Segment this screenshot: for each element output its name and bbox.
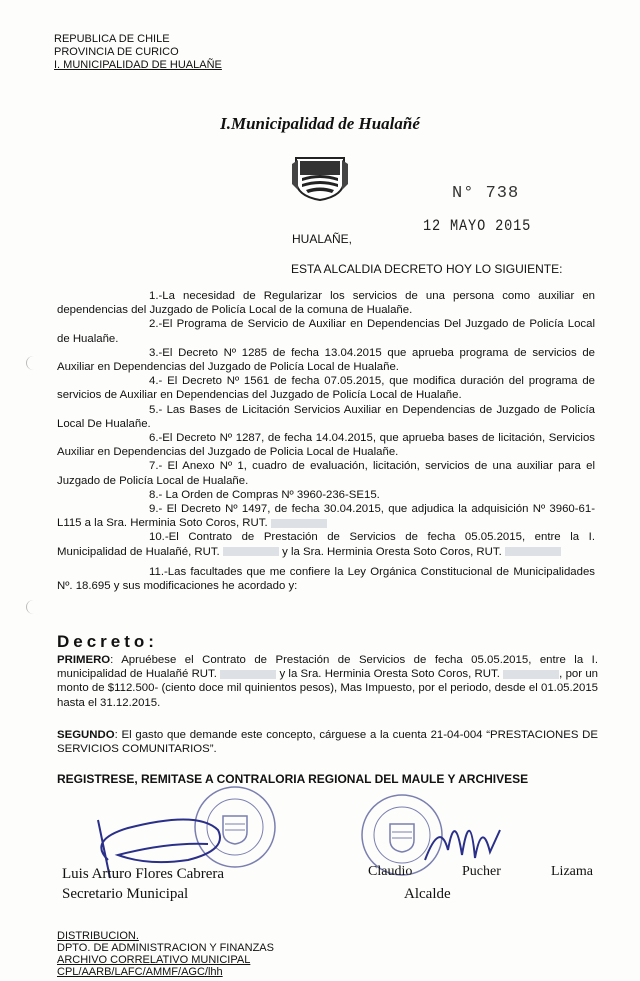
redacted-rut [505,547,561,556]
decreto-heading: Decreto: [57,632,158,651]
article-segundo [57,728,598,756]
redacted-rut [220,670,276,679]
considerando-item [57,530,595,558]
secretary-name: Luis Arturo Flores Cabrera [62,866,225,882]
considerando-text: y la Sra. Herminia Oresta Soto Coros, RUT. [282,545,502,558]
considerandos-list [57,289,595,593]
place-label: HUALAÑE, [292,232,353,246]
considerando-item: 2.-El Programa de Servicio de Auxiliar en Dependencias Del Juzgado de Policía Local de Hualañe. [57,318,595,345]
distribution-heading: DISTRIBUCION. [57,930,139,942]
decree-number-stamp: N° 738 [452,184,520,203]
redacted-rut [223,547,279,556]
considerando-item: 4.- El Decreto Nº 1561 de fecha 07.05.2015, que modifica duración del programa de servicios de Auxiliar en Dependencias del Juzgado de Policía Local de Hualañe. [57,375,595,402]
distribution-line: DPTO. DE ADMINISTRACION Y FINANZAS [57,942,274,954]
considerando-item: 11.-Las facultades que me confiere la Ley Orgánica Constitucional de Municipalidades Nº. 18.695 y sus modificaciones he acordado y: [57,565,595,593]
punch-hole-mark [26,600,41,614]
document-title: I.Municipalidad de Hualañé [220,114,420,133]
considerando-text: 10.-El Contrato de Prestación de Servicios de fecha 05.05.2015, entre la I. Municipalidad de Hualañé, RUT. [57,531,595,558]
distribution-block [57,930,274,978]
intro-line: ESTA ALCALDIA DECRETO HOY LO SIGUIENTE: [291,262,563,276]
redacted-rut [271,519,327,528]
secretary-role: Secretario Municipal [62,886,189,902]
considerando-item [57,502,595,530]
registrese-line: REGISTRESE, REMITASE A CONTRALORIA REGIONAL DEL MAULE Y ARCHIVESE [57,772,529,786]
distribution-initials: CPL/AARB/LAFC/AMMF/AGC/lhh [57,966,223,978]
segundo-text: : El gasto que demande este concepto, cárguese a la cuenta 21-04-004 “PRESTACIONES DE SERVICIOS COMUNITARIOS”. [57,729,598,756]
municipal-crest-icon [292,150,348,202]
distribution-line: ARCHIVO CORRELATIVO MUNICIPAL [57,954,251,966]
primero-text: , por un monto de $112.500- (ciento doce mil quinientos pesos), Mas Impuesto, por el periodo, desde el 01.05.2015 hasta el 31.12.2015. [57,668,599,709]
considerando-item: 3.-El Decreto Nº 1285 de fecha 13.04.2015 que aprueba programa de servicios de Auxiliar en Dependencias del Juzgado de Policía Local de Hualañe. [57,346,595,374]
considerando-item: 6.-El Decreto Nº 1287, de fecha 14.04.2015, que aprueba bases de licitación, Servicios Auxiliar en Dependencias del Juzgado de Policia Local de Hualañe. [57,432,595,459]
decree-date-stamp: 12 MAYO 2015 [423,217,532,235]
considerando-item: 5.- Las Bases de Licitación Servicios Auxiliar en Dependencias de Juzgado de Policía Local De Hualañe. [57,403,595,430]
primero-text: y la Sra. Herminia Oresta Soto Coros, RUT. [279,668,500,681]
segundo-label: SEGUNDO [57,729,115,741]
header-country: REPUBLICA DE CHILE [54,33,170,45]
primero-text: : Apruébese el Contrato de Prestación de Servicios de fecha 05.05.2015, entre la I. municipalidad de Hualañé RUT. [57,654,598,681]
header-municipality: I. MUNICIPALIDAD DE HUALAÑE [54,59,222,71]
mayor-last-name: Lizama [551,864,593,879]
considerando-item: 7.- El Anexo Nº 1, cuadro de evaluación, licitación, servicios de una auxiliar para el Juzgado de Policía Local de Hualañe. [57,460,595,487]
mayor-middle-name: Pucher [462,864,501,879]
redacted-rut [503,670,559,679]
primero-label: PRIMERO [57,654,111,666]
considerando-item: 1.-La necesidad de Regularizar los servicios de una persona como auxiliar en dependencias del Juzgado de Policía Local de la comuna de Hualañe. [57,290,595,317]
punch-hole-mark [26,356,41,370]
considerando-item: 8.- La Orden de Compras Nº 3960-236-SE15. [149,488,380,501]
header-province: PROVINCIA DE CURICO [54,46,179,58]
considerando-text: 9.- El Decreto Nº 1497, de fecha 30.04.2015, que adjudica la adquisición Nº 3960-61-L115 a la Sra. Herminia Soto Coros, RUT. [57,503,595,530]
mayor-role: Alcalde [404,886,451,902]
mayor-first-name: Claudio [368,864,413,879]
article-primero [57,653,598,710]
mayor-signature [420,800,510,870]
document-header [54,33,222,72]
